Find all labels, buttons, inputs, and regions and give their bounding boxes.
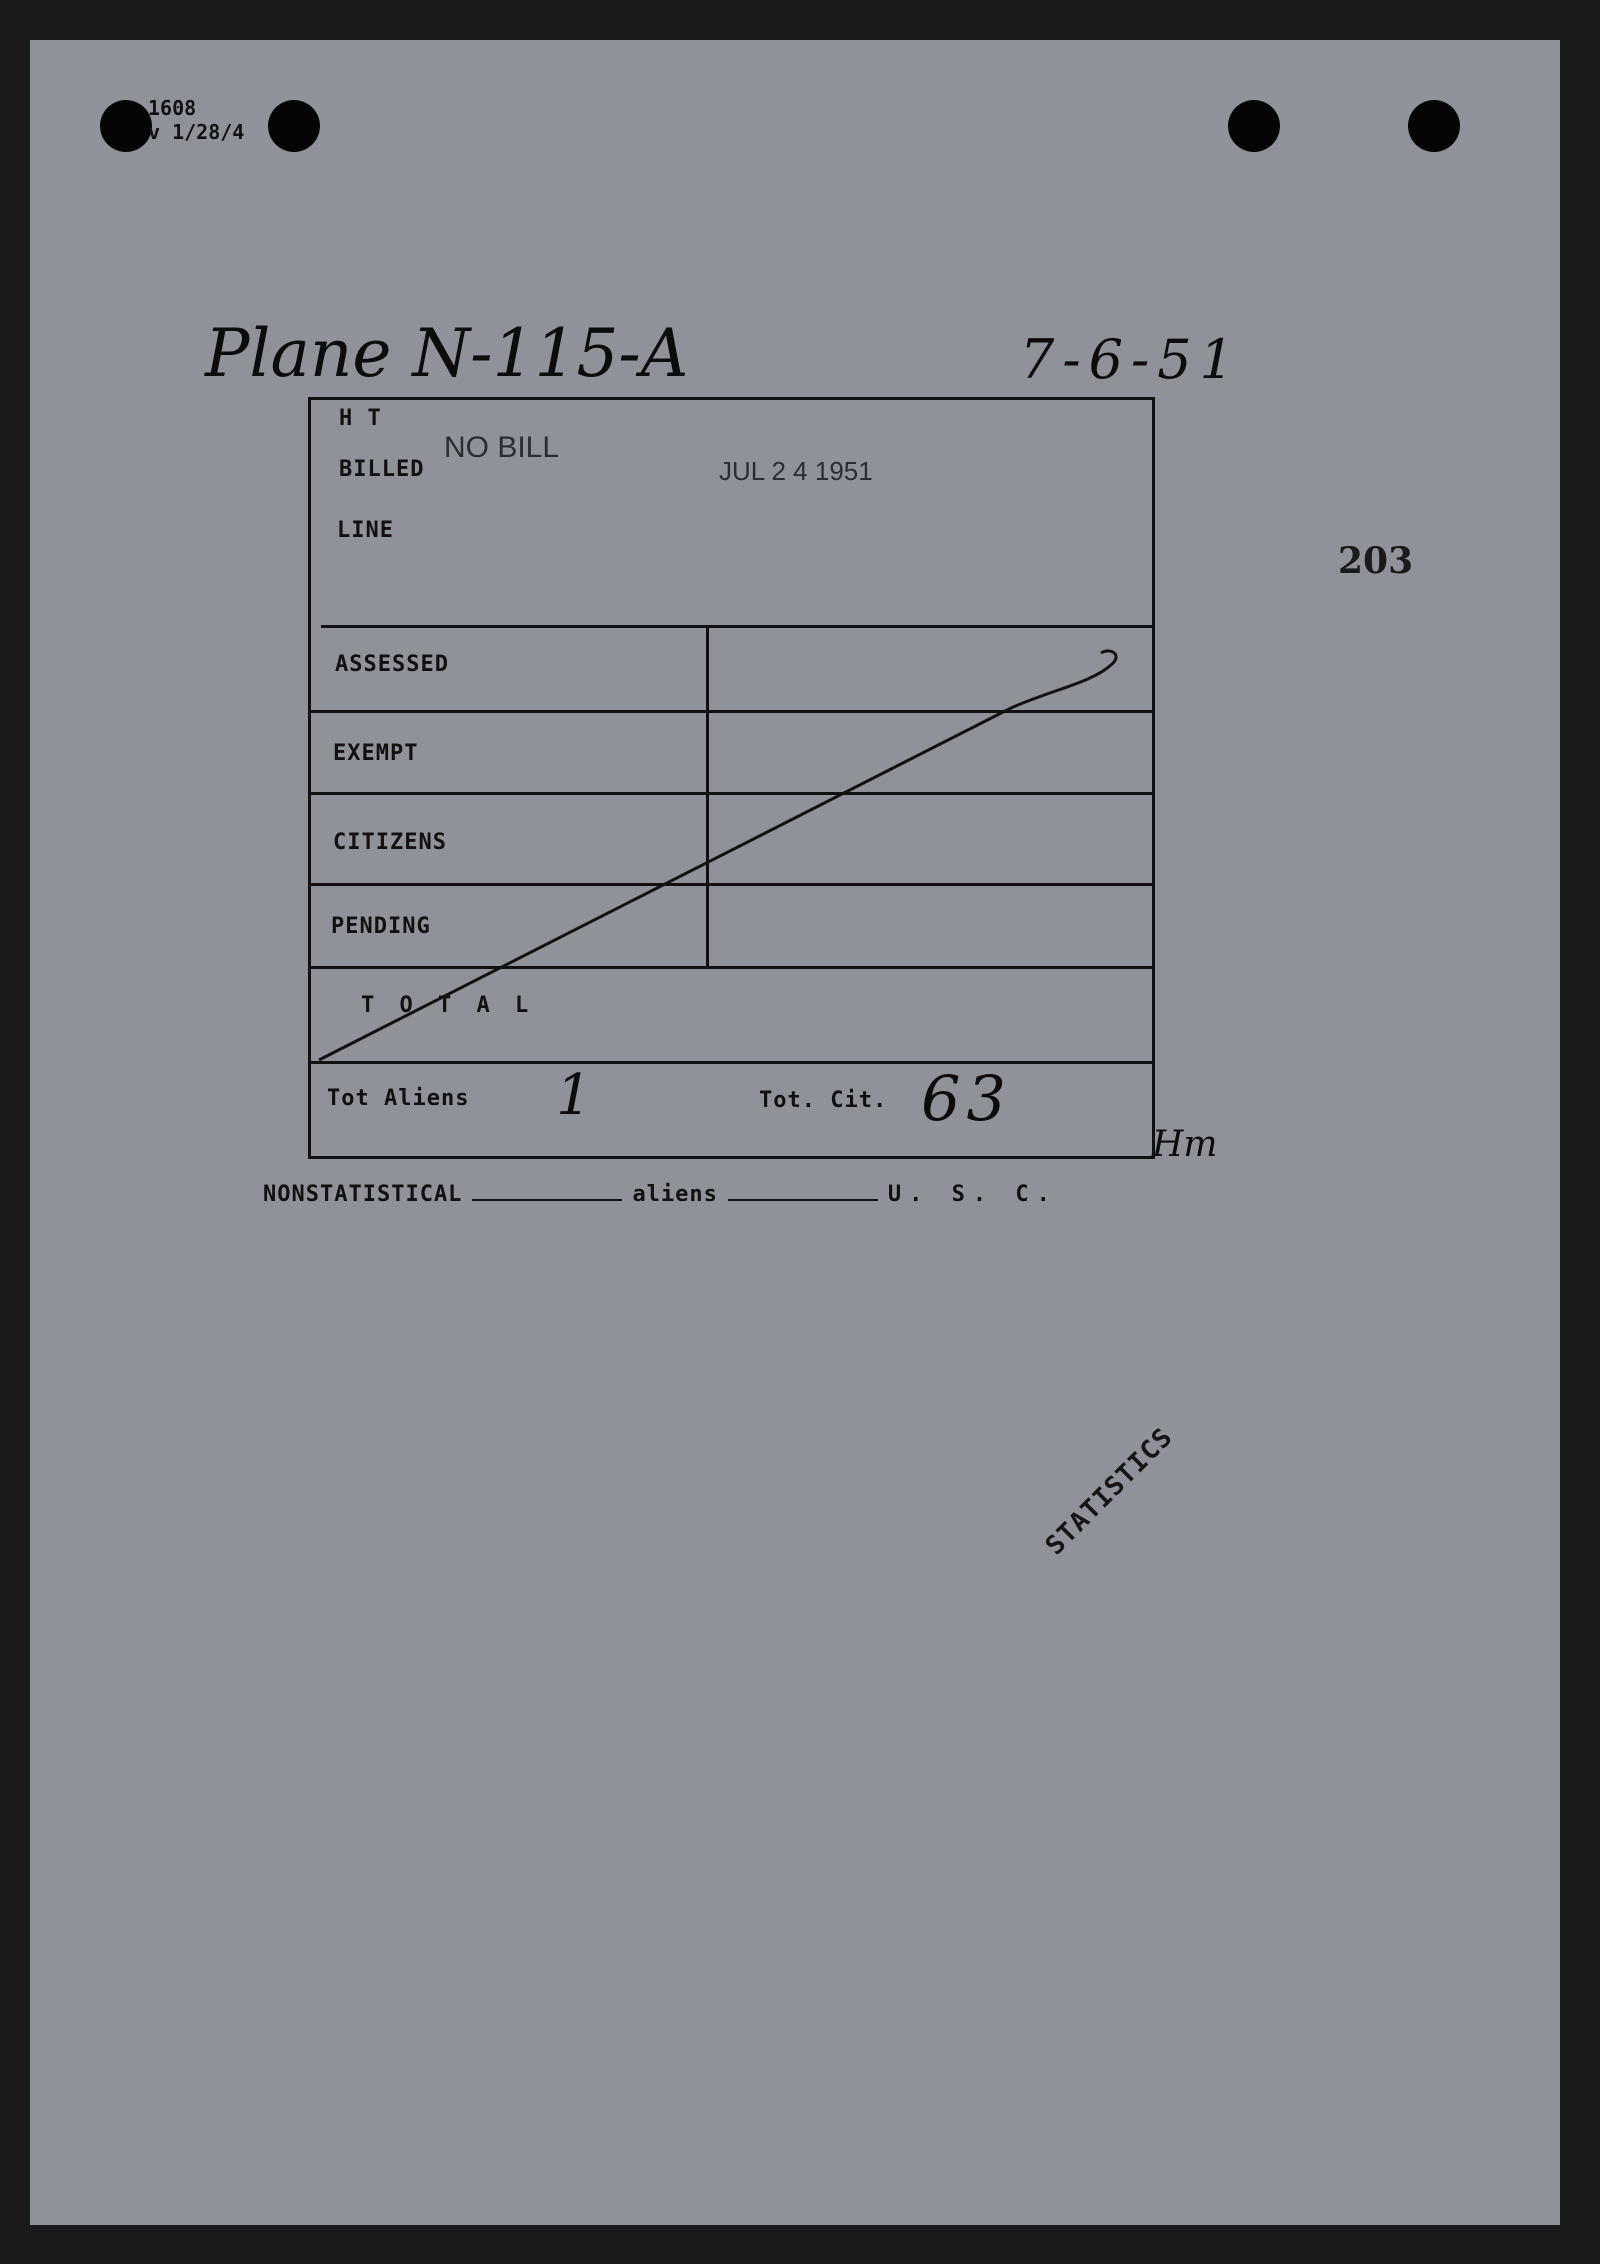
form-revision: v 1/28/4 [148,120,245,144]
form-number-block [148,96,244,144]
handwritten-title: Plane N-115-A [205,315,689,392]
initials: Hm [1152,1124,1218,1165]
tot-aliens-value: 1 [556,1063,592,1128]
blank-field [472,1199,622,1201]
tot-aliens-label: Tot Aliens [327,1086,470,1111]
ht-label: H T [339,406,382,431]
cancel-line-icon [311,400,1153,1157]
total-label: T O T A L [361,993,535,1018]
punch-hole-icon [268,100,320,152]
billed-label: BILLED [339,457,425,482]
date-received-stamp: JUL 2 4 1951 [719,456,873,486]
row-label-assessed: ASSESSED [335,652,449,677]
punch-hole-icon [100,100,152,152]
tally-box [308,397,1155,1159]
no-bill-stamp: NO BILL [444,431,560,464]
nonstatistical-line [263,1182,1058,1207]
nonstatistical-label: NONSTATISTICAL [263,1182,463,1207]
statistics-stamp: STATISTICS [1040,1422,1179,1562]
tot-cit-value: 63 [921,1062,1012,1135]
punch-hole-icon [1408,100,1460,152]
usc-label: U. S. C. [887,1182,1058,1207]
row-label-citizens: CITIZENS [333,830,447,855]
line-label: LINE [337,518,394,543]
form-number: 1608 [148,96,197,120]
blank-field [728,1199,878,1201]
punch-hole-icon [1228,100,1280,152]
handwritten-date: 7-6-51 [1020,328,1242,391]
page-number: 203 [1338,540,1414,582]
row-label-pending: PENDING [331,914,431,939]
aliens-label: aliens [632,1182,718,1207]
tot-cit-label: Tot. Cit. [759,1088,888,1113]
row-label-exempt: EXEMPT [333,741,419,766]
